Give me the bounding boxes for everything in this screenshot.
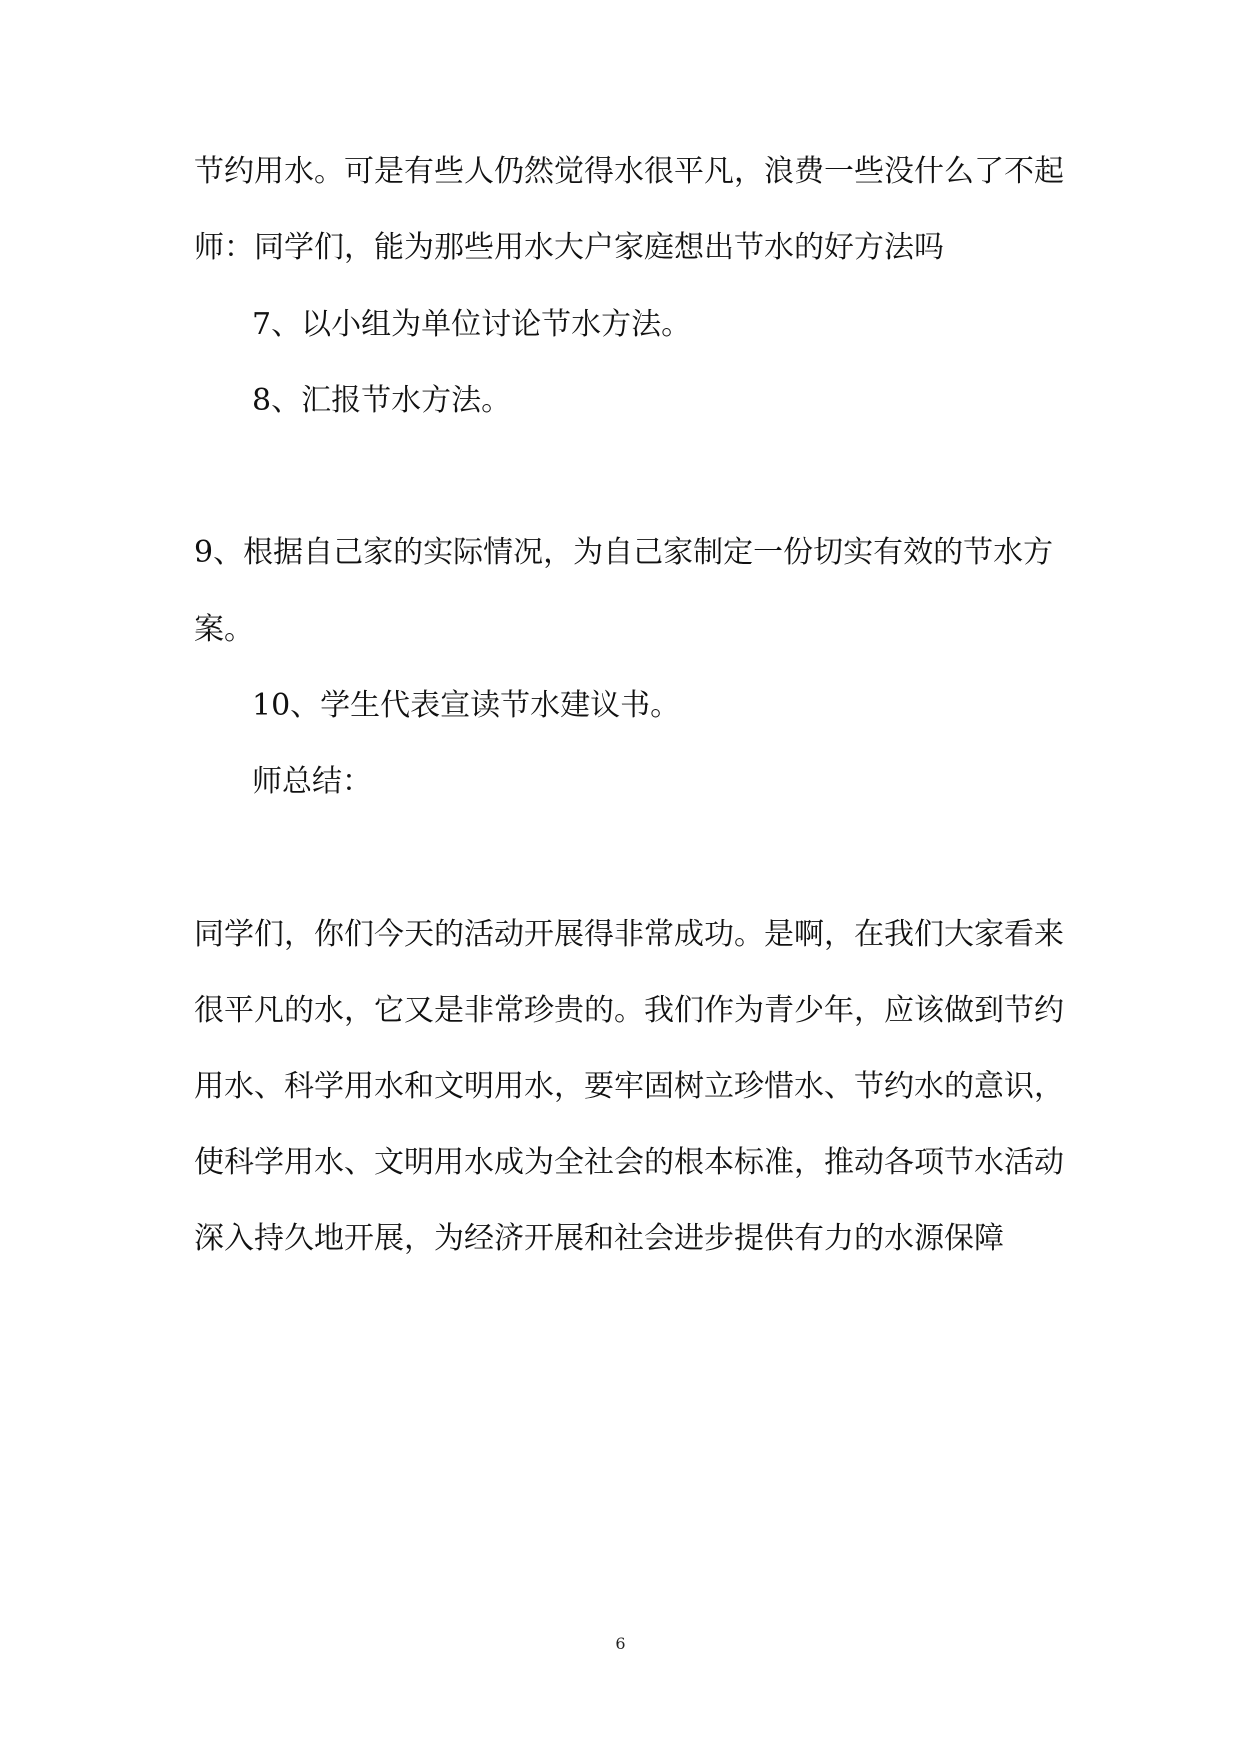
summary-line-1: 同学们，你们今天的活动开展得非常成功。是啊，在我们大家看来 [194, 917, 1064, 952]
text-line-2: 师：同学们，能为那些用水大户家庭想出节水的好方法吗 [194, 230, 944, 265]
summary-line-5: 深入持久地开展，为经济开展和社会进步提供有力的水源保障 [194, 1221, 1004, 1256]
list-item-9: 9、根据自己家的实际情况，为自己家制定一份切实有效的节水方 [194, 535, 1054, 570]
list-item-8: 8、汇报节水方法。 [252, 383, 512, 418]
list-item-10: 10、学生代表宣读节水建议书。 [252, 688, 681, 723]
summary-line-4: 使科学用水、文明用水成为全社会的根本标准，推动各项节水活动 [194, 1145, 1064, 1180]
summary-line-3: 用水、科学用水和文明用水，要牢固树立珍惜水、节约水的意识， [194, 1069, 1064, 1104]
page-number: 6 [615, 1634, 626, 1653]
teacher-summary-heading: 师总结： [252, 764, 372, 799]
list-item-7: 7、以小组为单位讨论节水方法。 [252, 307, 692, 342]
summary-line-2: 很平凡的水，它又是非常珍贵的。我们作为青少年，应该做到节约 [194, 993, 1064, 1028]
list-item-9-continued: 案。 [194, 612, 254, 647]
text-line-1: 节约用水。可是有些人仍然觉得水很平凡，浪费一些没什么了不起 [194, 154, 1064, 189]
